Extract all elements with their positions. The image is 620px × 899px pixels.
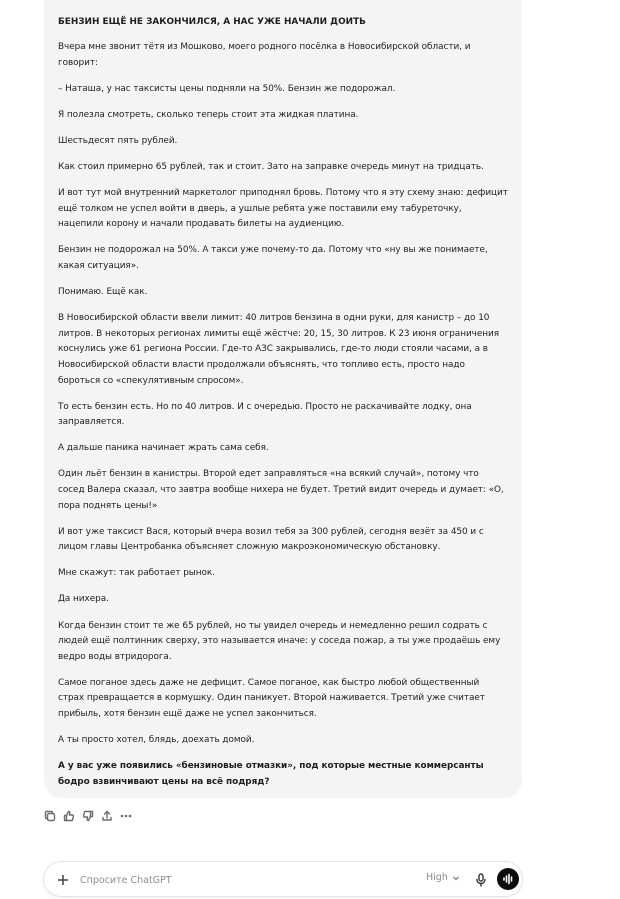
- message-actions: [44, 808, 132, 824]
- message-paragraph: Один льёт бензин в канистры. Второй едет заправляться «на всякий случай», потому что сосед Валера сказал, что завтра вообще нихера не будет. Третий видит очередь и думает: «О, пора поднять цены!»: [58, 469, 504, 511]
- message-paragraph: В Новосибирской области ввели лимит: 40 литров бензина в одни руки, для канистр – до 10 литров. В некоторых регионах лимиты ещё жёстче: 20, 15, 30 литров. К 23 июня ограничения коснулись уже 61 региона России. Где-то АЗС закрывались, где-то люди стояли часами, а в Новосибирской области власти продолжали объяснять, что топливо есть, просто надо бороться со «спекулятивным спросом».: [58, 313, 500, 386]
- share-icon: [101, 810, 113, 822]
- message-paragraph: Я полезла смотреть, сколько теперь стоит эта жидкая платина.: [58, 109, 359, 120]
- message-paragraph: Понимаю. Ещё как.: [58, 287, 148, 298]
- message-paragraph: И вот тут мой внутренний маркетолог приподнял бровь. Потому что я эту схему знаю: дефицит ещё толком не успел войти в дверь, а ушлые ребята уже поставили ему табуреточку, нацепили корону и начали продавать билеты на аудиенцию.: [58, 188, 508, 230]
- message-title: БЕНЗИН ЕЩЁ НЕ ЗАКОНЧИЛСЯ, А НАС УЖЕ НАЧАЛИ ДОИТЬ: [58, 17, 366, 27]
- voice-mode-button[interactable]: [497, 868, 519, 890]
- thumbs-down-button[interactable]: [82, 810, 94, 822]
- plus-icon: [56, 873, 70, 887]
- closing-question: А у вас уже появились «бензиновые отмазки», под которые местные коммерсанты бодро взвинчивают цены на всё подряд?: [58, 761, 484, 787]
- message-paragraph: Шестьдесят пять рублей.: [58, 135, 178, 146]
- message-paragraph: Вчера мне звонит тётя из Мошково, моего родного посёлка в Новосибирской области, и говорит:: [58, 42, 471, 68]
- copy-icon: [44, 810, 56, 822]
- prompt-input[interactable]: [78, 870, 382, 890]
- more-button[interactable]: [120, 810, 132, 822]
- thumbs-up-icon: [63, 810, 75, 822]
- more-icon: [120, 810, 132, 822]
- chevron-down-icon: [452, 874, 460, 882]
- message-paragraph: Самое поганое здесь даже не дефицит. Самое поганое, как быстро любой общественный страх превращается в кормушку. Один паникует. Второй наживается. Третий уже считает прибыль, хотя бензин ещё даже не успел закончиться.: [58, 677, 485, 719]
- thumbs-down-icon: [82, 810, 94, 822]
- model-selector-label: High: [426, 872, 448, 883]
- message-paragraph: А ты просто хотел, блядь, доехать домой.: [58, 735, 255, 746]
- message-paragraph: Когда бензин стоит те же 65 рублей, но ты увидел очередь и немедленно решил содрать с людей ещё полтинник сверху, это называется иначе: у соседа пожар, а ты уже продаёшь ему ведро воды втридорога.: [58, 620, 501, 662]
- thumbs-up-button[interactable]: [63, 810, 75, 822]
- message-paragraph: Бензин не подорожал на 50%. А такси уже почему-то да. Потому что «ну вы же понимаете, какая ситуация».: [58, 245, 488, 271]
- attach-button[interactable]: [56, 872, 70, 886]
- model-selector[interactable]: [426, 872, 460, 883]
- message-paragraph: А дальше паника начинает жрать сама себя.: [58, 443, 269, 454]
- message-paragraph: Да нихера.: [58, 594, 109, 605]
- microphone-icon: [475, 873, 487, 887]
- message-composer: [44, 862, 522, 896]
- message-paragraph: Как стоил примерно 65 рублей, так и стоит. Зато на заправке очередь минут на тридцать.: [58, 161, 484, 172]
- assistant-message: [44, 0, 522, 798]
- message-paragraph: И вот уже таксист Вася, который вчера возил тебя за 300 рублей, сегодня везёт за 450 и с лицом главы Центробанка объясняет сложную макроэкономическую обстановку.: [58, 526, 484, 553]
- message-paragraph: – Наташа, у нас таксисты цены подняли на 50%. Бензин же подорожал.: [58, 83, 396, 94]
- voice-waveform-icon: [502, 873, 514, 885]
- dictate-button[interactable]: [475, 872, 487, 886]
- message-paragraph: Мне скажут: так работает рынок.: [58, 568, 215, 579]
- copy-button[interactable]: [44, 810, 56, 822]
- message-paragraph: То есть бензин есть. Но по 40 литров. И с очередью. Просто не раскачивайте лодку, она заправляется.: [58, 401, 472, 428]
- share-button[interactable]: [101, 810, 113, 822]
